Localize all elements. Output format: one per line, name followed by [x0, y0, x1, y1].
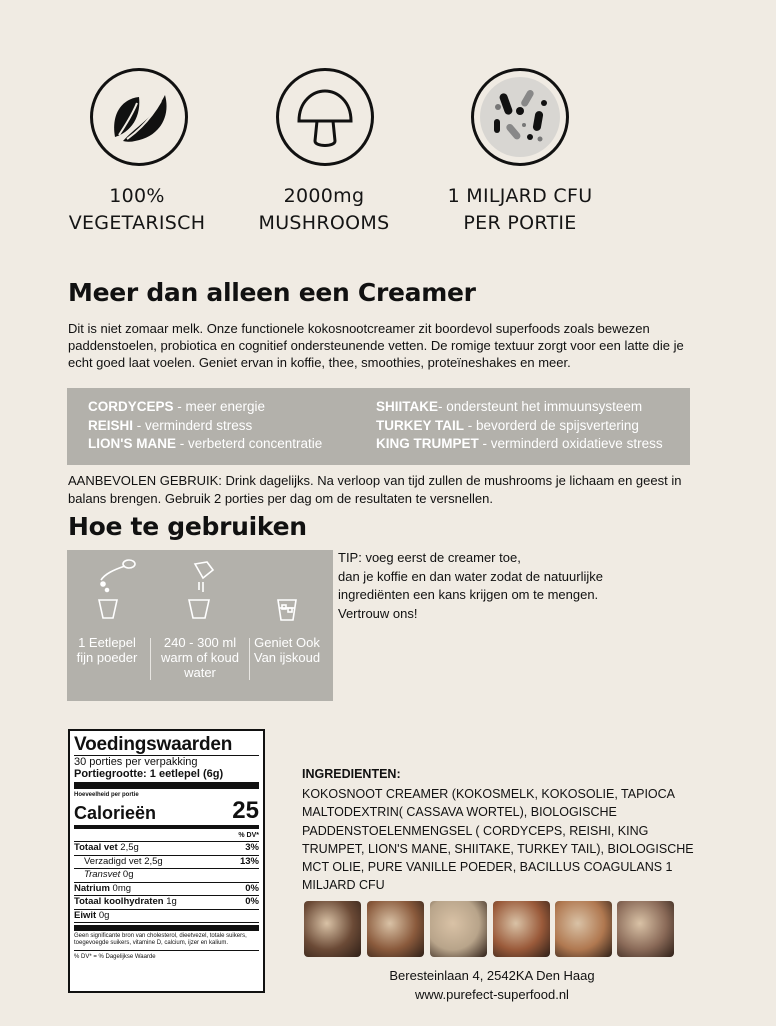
- recommended-use: AANBEVOLEN GEBRUIK: Drink dagelijks. Na verloop van tijd zullen de mushrooms je lichaam en geest in balans brengen. Gebruik 2 porties per dag om de resultaten te versnellen.: [68, 473, 682, 506]
- cordyceps-photo: [493, 901, 550, 957]
- howto-steps-box: [67, 550, 333, 701]
- serving-size: Portiegrootte: 1 eetlepel (6g): [74, 768, 224, 780]
- lions-mane-photo: [430, 901, 487, 957]
- calories-label: Calorieën: [74, 803, 157, 823]
- cordyceps-2-photo: [555, 901, 612, 957]
- ingredients: [302, 765, 702, 894]
- address: [302, 966, 682, 1004]
- feature-line: 1 MILJARD CFU: [447, 185, 593, 207]
- leaves-icon: [90, 68, 188, 166]
- step-1: 1 Eetlepel fijn poeder: [76, 635, 138, 665]
- nutrition-facts: [68, 729, 265, 993]
- feature-line: PER PORTIE: [463, 212, 577, 234]
- benefits-box: [67, 388, 690, 465]
- benefit-item: REISHI - verminderd stress: [88, 417, 253, 433]
- mushroom-icon: [276, 68, 374, 166]
- intro-text: Dit is niet zomaar melk. Onze functionele kokosnootcreamer zit boordevol superfoods zoals bewezen paddenstoelen, probiotica en cognitief ondersteunende vetten. De romige textuur zorgt voor een latte die je echt goed laat voelen. Geniet ervan in koffie, thee, smoothies, proteïneshakes en meer.: [68, 321, 684, 370]
- street-address: Beresteinlaan 4, 2542KA Den Haag: [389, 968, 595, 983]
- amount-per-serving: Hoeveelheid per portie: [74, 792, 139, 798]
- benefit-item: CORDYCEPS - meer energie: [88, 399, 266, 414]
- bacteria-icon: [471, 68, 569, 166]
- calories-value: 25: [232, 797, 259, 824]
- step-2: 240 - 300 ml warm of koud water: [160, 635, 240, 680]
- tip-text: TIP: voeg eerst de creamer toe, dan je koffie en dan water zodat de natuurlijke ingrediënten een kans krijgen om te mengen. Vertrouw ons!: [338, 550, 603, 621]
- spoon-powder-icon: [99, 560, 135, 618]
- steps-illustration: [67, 550, 333, 630]
- nutrition-row: Transvet 0g: [74, 869, 259, 883]
- feature-line: VEGETARISCH: [68, 212, 206, 234]
- dv-header: % DV*: [74, 831, 259, 842]
- ingredients-text: KOKOSNOOT CREAMER (KOKOSMELK, KOKOSOLIE, TAPIOCA MALTODEXTRIN( CASSAVA WORTEL), BIOLOGISCHE PADDENSTOELENMENGSEL ( CORDYCEPS, REISHI, KING TRUMPET, LION'S MANE, SHIITAKE, TURKEY TAIL), BIOLOGISCHE MCT OLIE, PURE VANILLE POEDER, BACILLUS COAGULANS 1 MILJARD CFU: [302, 787, 694, 893]
- nutrition-row: Verzadigd vet 2,5g 13%: [74, 856, 259, 870]
- benefit-item: SHIITAKE- ondersteunt het immuunsysteem: [376, 399, 643, 414]
- feature-line: MUSHROOMS: [258, 212, 390, 234]
- nutrition-row: Totaal vet 2,5g 3%: [74, 842, 259, 856]
- reishi-photo: [367, 901, 424, 957]
- servings: 30 porties per verpakking: [74, 756, 198, 768]
- calories-row: [74, 799, 259, 823]
- benefit-item: TURKEY TAIL - bevorderd de spijsvertering: [376, 417, 639, 433]
- feature-line: 2000mg: [283, 185, 365, 207]
- water-pour-icon: [189, 562, 213, 618]
- benefit-item: LION'S MANE - verbeterd concentratie: [88, 436, 323, 451]
- step-3: Geniet Ook Van ijskoud: [253, 635, 321, 665]
- benefits-col-right: [376, 398, 663, 454]
- divider: [150, 638, 151, 680]
- turkey-tail-photo: [304, 901, 361, 957]
- iced-drink-icon: [278, 600, 296, 620]
- feature-cfu: [410, 183, 630, 237]
- nutrition-title: Voedingswaarden: [74, 734, 233, 755]
- section-heading-howto: Hoe te gebruiken: [68, 512, 307, 541]
- benefit-item: KING TRUMPET - verminderd oxidatieve stress: [376, 436, 663, 451]
- oyster-photo: [617, 901, 674, 957]
- feature-line: 100%: [109, 185, 165, 207]
- nutrition-rows: [74, 842, 259, 923]
- divider: [249, 638, 250, 680]
- nutrition-row: Natrium 0mg 0%: [74, 883, 259, 897]
- feature-mushrooms: [214, 183, 434, 237]
- section-heading-creamer: Meer dan alleen een Creamer: [68, 278, 476, 307]
- dv-note: % DV* = % Dagelijkse Waarde: [74, 954, 156, 960]
- ingredients-heading: INGREDIENTEN:: [302, 767, 401, 781]
- website-link[interactable]: www.purefect-superfood.nl: [415, 987, 569, 1002]
- nutrition-row: Totaal koolhydraten 1g 0%: [74, 896, 259, 910]
- nutrition-row: Eiwit 0g: [74, 910, 259, 924]
- benefits-col-left: [88, 398, 322, 454]
- nutrition-footnote: Geen significante bron van cholesterol, dieetvezel, totale suikers, toegevoegde suikers, vitamine D, calcium, ijzer en kalium.: [74, 933, 247, 946]
